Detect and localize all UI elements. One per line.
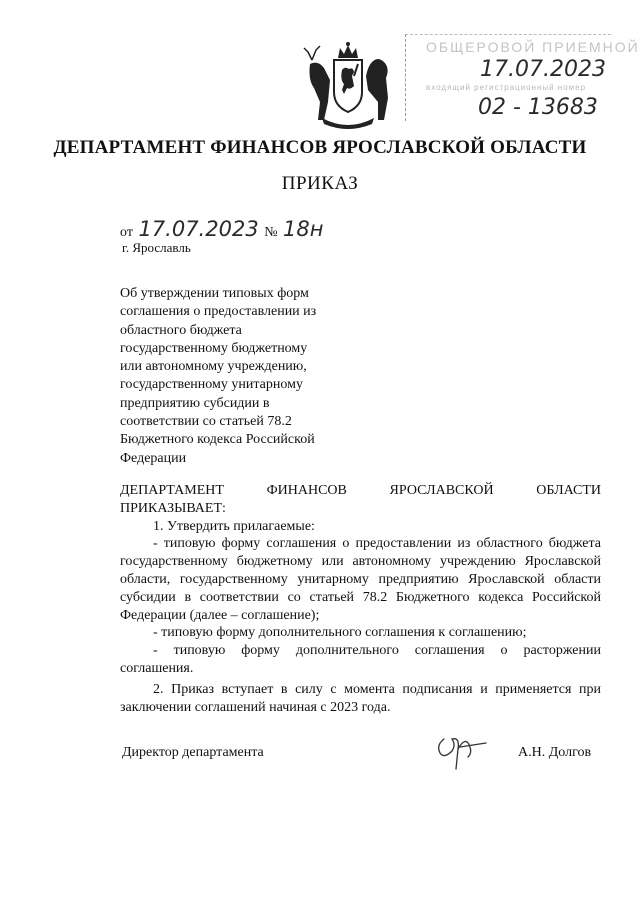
document-type: ПРИКАЗ [281,173,359,194]
department-title: ДЕПАРТАМЕНТ ФИНАНСОВ ЯРОСЛАВСКОЙ ОБЛАСТИ [53,137,587,158]
order-number-sign: № [264,225,278,240]
order-body [120,482,601,716]
order-date: 17.07.2023 [138,217,259,241]
stamp-number: 02 - 13683 [478,95,598,120]
order-number: 18н [283,217,324,241]
intro-end: ПРИКАЗЫВАЕТ: [120,500,226,516]
bullet-2: - типовую форму дополнительного соглашения к соглашению; [153,625,527,641]
intro-line [120,482,601,500]
bullet-3: - типовую форму дополнительного соглашения о расторжении соглашения. [120,643,601,676]
yaroslavl-coat-of-arms-icon [298,40,398,132]
stamp-date: 17.07.2023 [480,57,606,82]
signature-mark [430,727,490,773]
intro-word: ОБЛАСТИ [536,483,601,498]
stamp-header: ОБЩЕРОВОЙ ПРИЕМНОЙ [426,39,640,55]
intro-word: ФИНАНСОВ [266,483,347,498]
order-subject: Об утверждении типовых форм соглашения о предоставлении из областного бюджета государственному бюджетному или автономному учреждению, государственному унитарному предприятию субсидии в соответствии со статьей 78.2 Бюджетного кодекса Российской Федерации [120,286,317,466]
order-date-line [120,217,326,241]
bullet-1: - типовую форму соглашения о предоставлении из областного бюджета государственному бюджетному или автономному учреждению Ярославской области, государственному унитарному предприятию Ярославской области субсидии в соответствии со статьей 78.2 Бюджетного кодекса Российской Федерации (далее – соглашение); [120,536,601,623]
intro-word: ДЕПАРТАМЕНТ [120,483,224,498]
stamp-note: входящий регистрационный номер [426,83,587,92]
intro-word: ЯРОСЛАВСКОЙ [389,483,494,498]
order-prefix: от [120,225,133,240]
director-position: Директор департамента [122,745,264,760]
signer-name: А.Н. Долгов [518,745,592,760]
item-1: 1. Утвердить прилагаемые: [153,518,315,534]
city: г. Ярославль [122,240,191,255]
registration-stamp [405,34,640,121]
item-2: 2. Приказ вступает в силу с момента подписания и применяется при заключении соглашений начиная с 2023 года. [120,681,601,715]
